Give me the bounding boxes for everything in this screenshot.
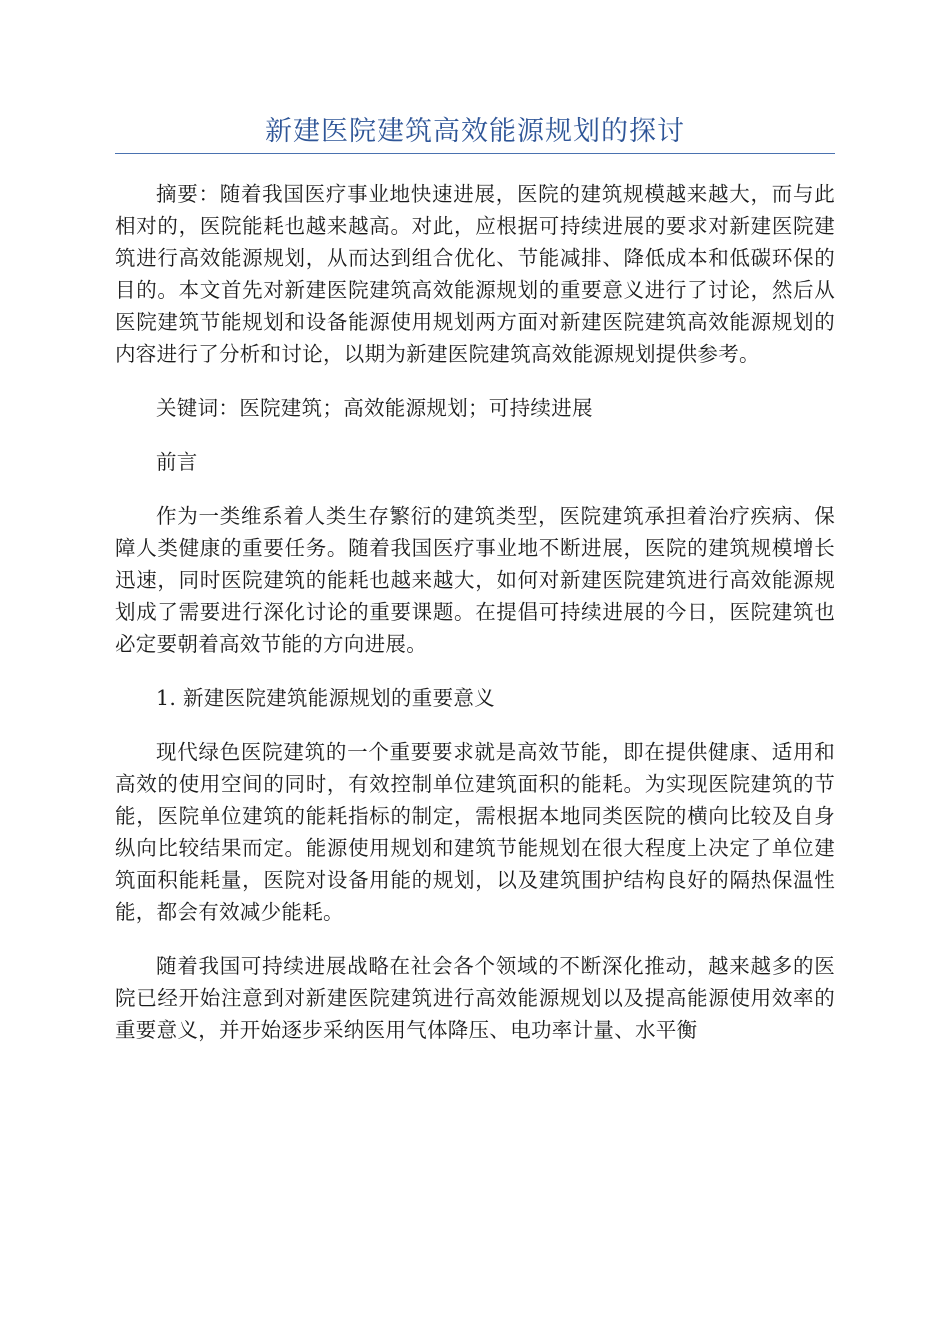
- preface-paragraph: 作为一类维系着人类生存繁衍的建筑类型，医院建筑承担着治疗疾病、保障人类健康的重要任务。随着我国医疗事业地不断进展，医院的建筑规模增长迅速，同时医院建筑的能耗也越来越大，如何对新建医院建筑进行高效能源规划成了需要进行深化讨论的重要课题。在提倡可持续进展的今日，医院建筑也必定要朝着高效节能的方向进展。: [115, 504, 835, 656]
- section-1-paragraph-2: 随着我国可持续进展战略在社会各个领域的不断深化推动，越来越多的医院已经开始注意到对新建医院建筑进行高效能源规划以及提高能源使用效率的重要意义，并开始逐步采纳医用气体降压、电功率计量、水平衡: [115, 954, 835, 1042]
- document-body: [115, 178, 835, 1068]
- title-underline: [115, 153, 835, 154]
- preface-heading: 前言: [156, 450, 198, 474]
- document-title: 新建医院建筑高效能源规划的探讨: [265, 116, 685, 147]
- section-1-paragraph-1: 现代绿色医院建筑的一个重要要求就是高效节能，即在提供健康、适用和高效的使用空间的同时，有效控制单位建筑面积的能耗。为实现医院建筑的节能，医院单位建筑的能耗指标的制定，需根据本地同类医院的横向比较及自身纵向比较结果而定。能源使用规划和建筑节能规划在很大程度上决定了单位建筑面积能耗量，医院对设备用能的规划，以及建筑围护结构良好的隔热保温性能，都会有效减少能耗。: [115, 740, 835, 924]
- keywords-paragraph: 关键词：医院建筑；高效能源规划；可持续进展: [156, 396, 593, 420]
- abstract-paragraph: 摘要：随着我国医疗事业地快速进展，医院的建筑规模越来越大，而与此相对的，医院能耗也越来越高。对此，应根据可持续进展的要求对新建医院建筑进行高效能源规划，从而达到组合优化、节能减排、降低成本和低碳环保的目的。本文首先对新建医院建筑高效能源规划的重要意义进行了讨论，然后从医院建筑节能规划和设备能源使用规划两方面对新建医院建筑高效能源规划的内容进行了分析和讨论，以期为新建医院建筑高效能源规划提供参考。: [115, 182, 835, 366]
- section-1-heading: 1. 新建医院建筑能源规划的重要意义: [156, 686, 495, 710]
